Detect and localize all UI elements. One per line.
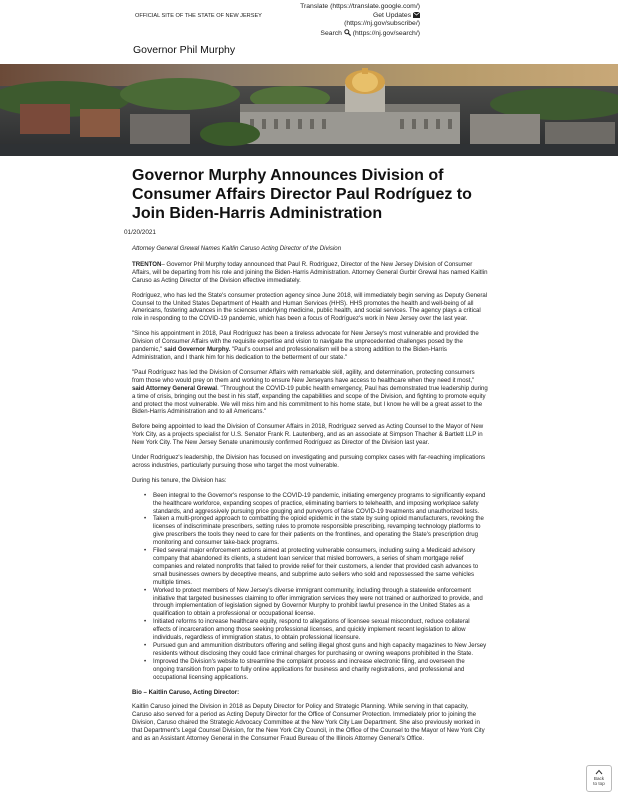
bio-heading: Bio – Kaitlin Caruso, Acting Director: bbox=[132, 688, 240, 696]
back-to-top-line1: Back bbox=[593, 776, 605, 781]
list-item: • Improved the Division's website to streamline the complaint process and increase electronic filing, and overseen the ongoing transition from paper to fully online applications for business and charity registrations, and professional and occupational licensing applications. bbox=[153, 658, 488, 682]
article-body bbox=[132, 245, 488, 750]
back-to-top-line2: to top bbox=[593, 781, 605, 786]
paragraph-6: Under Rodríguez's leadership, the Division has focused on investigating and pursuing complex cases with far-reaching implications across industries, particularly pursuing those who target the most vulnerable. bbox=[132, 454, 486, 469]
list-item: • Worked to protect members of New Jersey's diverse immigrant community, including through a statewide enforcement initiative that targeted businesses claiming to offer immigration services they were not trained or authorized to provide, and through implementation of legislation signed by Governor Murphy to prohibit lawful presence in the United States as a qualification to obtain a professional or occupational license. bbox=[153, 587, 488, 619]
quote-governor-cont: "Paul's counsel and professionalism will be a strong addition to the Biden-Harris Administration, and I thank him for his dedication to the betterment of our state." bbox=[132, 346, 447, 361]
quote-governor: "Since his appointment in 2018, Paul Rodríguez has been a tireless advocate for New Jersey's most vulnerable and provided the Division of Consumer Affairs with the requisite expertise and vision to navigate the unprecedented challenges posed by the pandemic," bbox=[132, 330, 479, 354]
list-item: • Filed several major enforcement actions aimed at protecting vulnerable consumers, including suing a Medicaid advisory company that abandoned its clients, a student loan servicer that misled borrowers, a series of sham mortgage relief companies and related nonprofits that failed to provide relief for their customers, a lender that provided cash advances to small businesses owners by deceptive means, and subprime auto sellers who sold and repossessed the same vehicles multiple times. bbox=[153, 547, 488, 587]
list-item: • Been integral to the Governor's response to the COVID-19 pandemic, initiating emergency programs to significantly expand the healthcare workforce, expanding scopes of practice, eliminating barriers to telehealth, and imposing workplace safety standards, and aggressively pursuing price gouging and purveyors of false COVID-19 treatments and unauthorized tests. bbox=[153, 492, 488, 516]
bio-text: Kaitlin Caruso joined the Division in 2018 as Deputy Director for Policy and Strategic Planning. While serving in that capacity, Caruso also served for a period as Acting Deputy Director for the Office of Consumer Protection. Immediately prior to joining the Division, Caruso chaired the Strategic Advocacy Committee at the New York City Law Department. She also previously worked in that Department's Legal Counsel Division, for the New York City Council, in the Office of the Counsel to the Mayor of New York City and as an Assistant Attorney General in the Consumer Fraud Bureau of the Illinois Attorney General's Office. bbox=[132, 703, 485, 743]
utility-links bbox=[300, 3, 420, 38]
top-bar bbox=[0, 0, 618, 40]
back-to-top-button[interactable] bbox=[586, 765, 612, 792]
list-item: • Pursued gun and ammunition distributors offering and selling illegal ghost guns and high capacity magazines to New Jersey residents without disclosing they could face criminal charges for purchasing or owning weapons prohibited in the State. bbox=[153, 642, 488, 658]
article-subtitle: Attorney General Grewal Names Kaitlin Caruso Acting Director of the Division bbox=[132, 245, 342, 252]
dateline: TRENTON bbox=[132, 260, 162, 268]
envelope-icon bbox=[413, 12, 420, 18]
paragraph-4 bbox=[132, 369, 488, 416]
hero-image bbox=[0, 64, 618, 156]
accomplishments-list bbox=[132, 492, 488, 682]
translate-link[interactable]: Translate (https://translate.google.com/) bbox=[300, 3, 420, 10]
magnifier-icon bbox=[344, 29, 351, 36]
search-link[interactable] bbox=[300, 29, 420, 39]
paragraph-7: During his tenure, the Division has: bbox=[132, 476, 227, 484]
paragraph-2: Rodríguez, who has led the State's consumer protection agency since June 2018, will immediately begin serving as Deputy General Counsel to the United States Department of Health and Human Services (HHS). HHS promotes the health and well-being of all Americans, fostering advances in the sciences underlying medicine, public health, and social services. The agency plays a critical role in responding to the COVID-19 pandemic, which has been a focus of Rodríguez's work in New Jersey over the last year. bbox=[132, 291, 488, 323]
official-site-label: OFFICIAL SITE OF THE STATE OF NEW JERSEY bbox=[135, 13, 262, 19]
get-updates-link[interactable] bbox=[300, 12, 420, 21]
site-brand[interactable]: Governor Phil Murphy bbox=[133, 44, 236, 56]
paragraph-3 bbox=[132, 330, 488, 362]
search-url: (https://nj.gov/search/) bbox=[352, 29, 420, 37]
list-item: • Initiated reforms to increase healthcare equity, respond to allegations of licensee sexual misconduct, reduce collateral effects of incarceration among those seeking professional licenses, and quickly implement recent legislation to allow individuals, regardless of immigration status, to obtain professional licensure. bbox=[153, 618, 488, 642]
list-item: • Taken a multi-pronged approach to combatting the opioid epidemic in the state by suing opioid manufacturers, revoking the licenses of indiscriminate prescribers, setting rules to promote responsible prescribing, revamping technology platforms to give prescribers the tools they need to care for their patients on the frontlines, and operating the State's prescription drug monitoring and consumer take-back programs. bbox=[153, 515, 488, 547]
paragraph-1-text: – Governor Phil Murphy today announced that Paul R. Rodríguez, Director of the New Jersey Division of Consumer Affairs, will be departing from his role and joining the Biden-Harris Administration. Attorney General Gurbir Grewal has named Kaitlin Caruso as Acting Director of the Division effective immediately. bbox=[132, 260, 488, 284]
article-title: Governor Murphy Announces Division of Consumer Affairs Director Paul Rodríguez to Join Biden-Harris Administration bbox=[132, 167, 472, 222]
quote-ag: "Paul Rodríguez has led the Division of Consumer Affairs with remarkable skill, agility, and determination, protecting consumers from those who would prey on them and working to ensure New Jerseyans have access to healthcare when they need it most," bbox=[132, 368, 475, 384]
arrow-up-icon bbox=[595, 769, 603, 775]
attribution-governor: said Governor Murphy. bbox=[162, 346, 231, 354]
get-updates-label: Get Updates bbox=[372, 11, 412, 19]
get-updates-url[interactable]: (https://nj.gov/subscribe/) bbox=[344, 20, 420, 28]
search-label: Search bbox=[320, 29, 342, 37]
article-date: 01/20/2021 bbox=[124, 229, 156, 236]
quote-ag-cont: . "Throughout the COVID-19 public health emergency, Paul has demonstrated true leadership during a time of crisis, bringing out the best in his staff, expanding the capabilities and scope of the Division, and fighting to promote equity and protect the most vulnerable. We will miss him and his commitment to his home state, but I know he will be a great asset to the Biden-Harris Administration and to all Americans." bbox=[132, 384, 488, 416]
statehouse-photo bbox=[0, 64, 618, 156]
paragraph-5: Before being appointed to lead the Division of Consumer Affairs in 2018, Rodríguez served as Acting Counsel to the Mayor of New York City, as a projects specialist for U.S. Senator Frank R. Lautenberg, and as an associate at Simpson Thacher & Bartlett LLP in New York City. The New Jersey Senate unanimously confirmed Rodríguez as Director of the Division last year. bbox=[132, 423, 484, 447]
attribution-ag: said Attorney General Grewal bbox=[132, 384, 218, 392]
paragraph-1 bbox=[132, 261, 488, 285]
